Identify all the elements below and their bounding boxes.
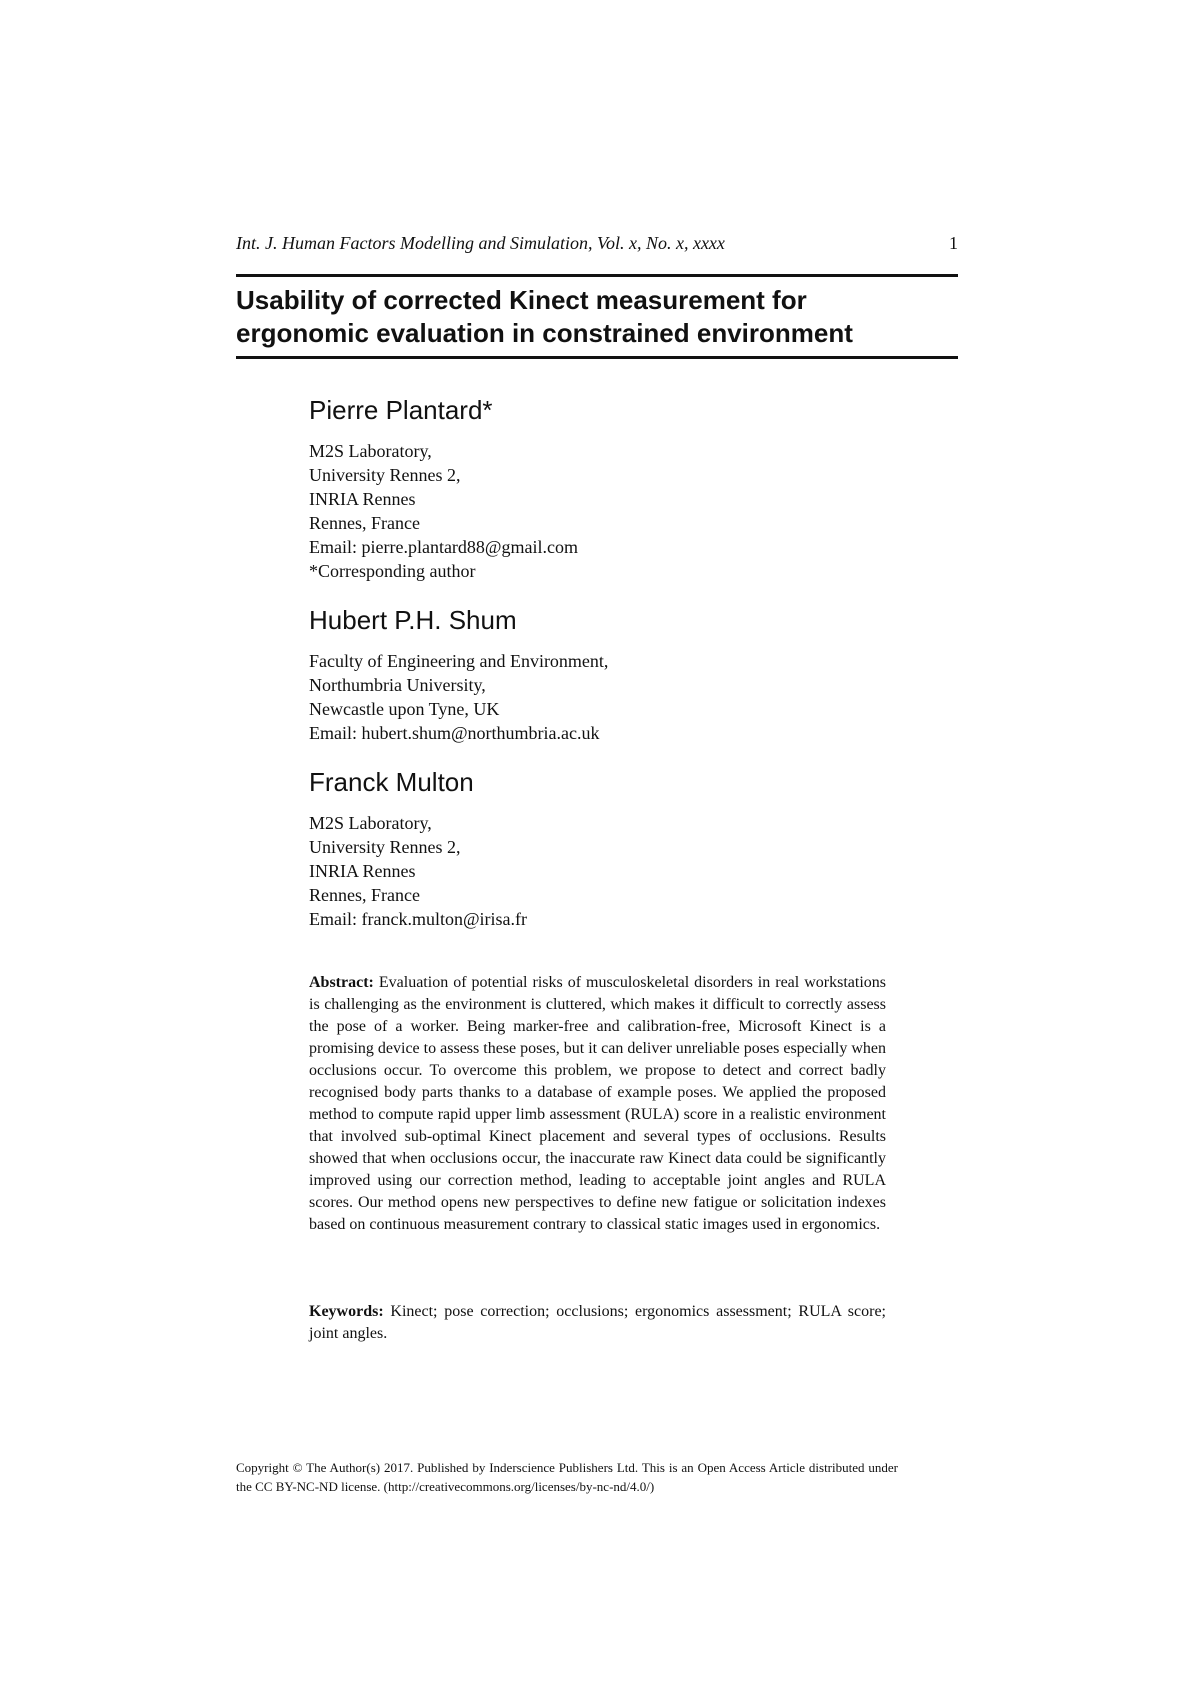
page-number: 1	[949, 233, 958, 253]
affiliation-line: Faculty of Engineering and Environment,	[309, 651, 609, 671]
title-bottom-rule	[236, 356, 958, 359]
keywords-text: Kinect; pose correction; occlusions; ergonomics assessment; RULA score; joint angles.	[309, 1303, 886, 1342]
affiliation-line: INRIA Rennes	[309, 489, 416, 509]
affiliation-line: Rennes, France	[309, 513, 420, 533]
affiliation-line: Newcastle upon Tyne, UK	[309, 699, 500, 719]
affiliation-line: M2S Laboratory,	[309, 441, 432, 461]
keywords	[309, 1301, 886, 1345]
paper-title	[236, 284, 958, 350]
affiliation-line: Rennes, France	[309, 885, 420, 905]
paper-title-line-2: ergonomic evaluation in constrained environment	[236, 318, 853, 348]
author-list	[309, 395, 909, 953]
title-top-rule	[236, 274, 958, 277]
author-block	[309, 767, 909, 931]
author-email: Email: pierre.plantard88@gmail.com	[309, 537, 578, 557]
keywords-label: Keywords:	[309, 1303, 384, 1320]
affiliation-line: University Rennes 2,	[309, 465, 461, 485]
affiliation-line: Northumbria University,	[309, 675, 486, 695]
author-email: Email: hubert.shum@northumbria.ac.uk	[309, 723, 600, 743]
abstract-label: Abstract:	[309, 974, 374, 991]
author-name: Hubert P.H. Shum	[309, 605, 517, 635]
affiliation-line: INRIA Rennes	[309, 861, 416, 881]
running-head: Int. J. Human Factors Modelling and Simulation, Vol. x, No. x, xxxx	[236, 233, 725, 253]
affiliation-line: University Rennes 2,	[309, 837, 461, 857]
author-name: Franck Multon	[309, 767, 474, 797]
author-email: Email: franck.multon@irisa.fr	[309, 909, 528, 929]
author-block	[309, 395, 909, 583]
author-block	[309, 605, 909, 745]
author-name: Pierre Plantard*	[309, 395, 493, 425]
paper-title-line-1: Usability of corrected Kinect measurement for	[236, 285, 807, 315]
affiliation-line: M2S Laboratory,	[309, 813, 432, 833]
corresponding-author-note: *Corresponding author	[309, 561, 476, 581]
copyright-notice: Copyright © The Author(s) 2017. Published by Inderscience Publishers Ltd. This is an Open Access Article distributed under the CC BY-NC-ND license. (http://creativecommons.org/licenses/by-nc-nd/4.0/)	[236, 1460, 898, 1494]
abstract	[309, 972, 886, 1236]
abstract-text: Evaluation of potential risks of musculoskeletal disorders in real workstations is challenging as the environment is cluttered, which makes it difficult to correctly assess the pose of a worker. Being marker-free and calibration-free, Microsoft Kinect is a promising device to assess these poses, but it can deliver unreliable poses especially when occlusions occur. To overcome this problem, we propose to detect and correct badly recognised body parts thanks to a database of example poses. We applied the proposed method to compute rapid upper limb assessment (RULA) score in a realistic environment that involved sub-optimal Kinect placement and several types of occlusions. Results showed that when occlusions occur, the inaccurate raw Kinect data could be significantly improved using our correction method, leading to acceptable joint angles and RULA scores. Our method opens new perspectives to define new fatigue or solicitation indexes based on continuous measurement contrary to classical static images used in ergonomics.	[309, 974, 886, 1233]
